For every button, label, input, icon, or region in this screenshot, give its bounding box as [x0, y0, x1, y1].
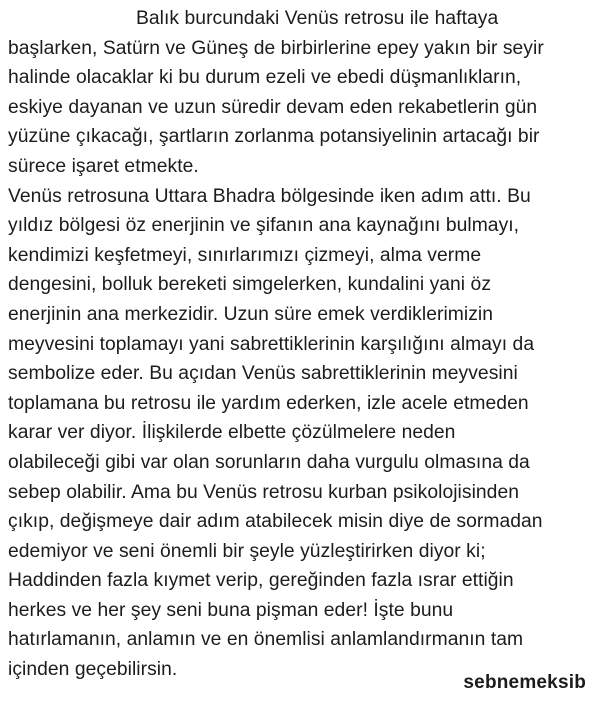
text-line: yüzüne çıkacağı, şartların zorlanma potansiyelinin artacağı bir: [8, 126, 540, 148]
text-line: yıldız bölgesi öz enerjinin ve şifanın ana kaynağını bulmayı,: [8, 215, 520, 237]
text-line: sembolize eder. Bu açıdan Venüs sabrettiklerinin meyvesini: [8, 363, 518, 385]
text-line: edemiyor ve seni önemli bir şeyle yüzleştirirken diyor ki;: [8, 540, 486, 562]
text-line: halinde olacaklar ki bu durum ezeli ve ebedi düşmanlıkların,: [8, 67, 522, 89]
text-line: enerjinin ana merkezidir. Uzun süre emek verdiklerimizin: [8, 303, 494, 325]
text-line: dengesini, bolluk bereketi simgelerken, kundalini yani öz: [8, 274, 492, 296]
text-line: herkes ve her şey seni buna pişman eder! İşte bunu: [8, 599, 454, 621]
text-line: içinden geçebilirsin.: [8, 659, 178, 681]
text-line: eskiye dayanan ve uzun süredir devam eden rekabetlerin gün: [8, 96, 538, 118]
text-line: kendimizi keşfetmeyi, sınırlarımızı çizmeyi, alma verme: [8, 244, 482, 266]
text-line: sürece işaret etmekte.: [8, 155, 199, 177]
author-signature: sebnemeksib: [463, 672, 586, 693]
text-line: çıkıp, değişmeye dair adım atabilecek misin diye de sormadan: [8, 511, 543, 533]
text-line: başlarken, Satürn ve Güneş de birbirlerine epey yakın bir seyir: [8, 37, 544, 59]
post-text: [8, 4, 594, 685]
text-line: Venüs retrosuna Uttara Bhadra bölgesinde iken adım attı. Bu: [8, 185, 531, 207]
text-line: toplamana bu retrosu ile yardım ederken, izle acele etmeden: [8, 392, 529, 414]
text-line: karar ver diyor. İlişkilerde elbette çözülmelere neden: [8, 422, 456, 444]
text-line: meyvesini toplamayı yani sabrettiklerinin karşılığını almayı da: [8, 333, 535, 355]
text-line: Balık burcundaki Venüs retrosu ile haftaya: [136, 8, 499, 29]
text-line: olabileceği gibi var olan sorunların daha vurgulu olmasına da: [8, 451, 530, 473]
text-line: sebep olabilir. Ama bu Venüs retrosu kurban psikolojisinden: [8, 481, 520, 503]
text-line: hatırlamanın, anlamın ve en önemlisi anlamlandırmanın tam: [8, 629, 524, 651]
text-line: Haddinden fazla kıymet verip, gereğinden fazla ısrar ettiğin: [8, 570, 514, 592]
